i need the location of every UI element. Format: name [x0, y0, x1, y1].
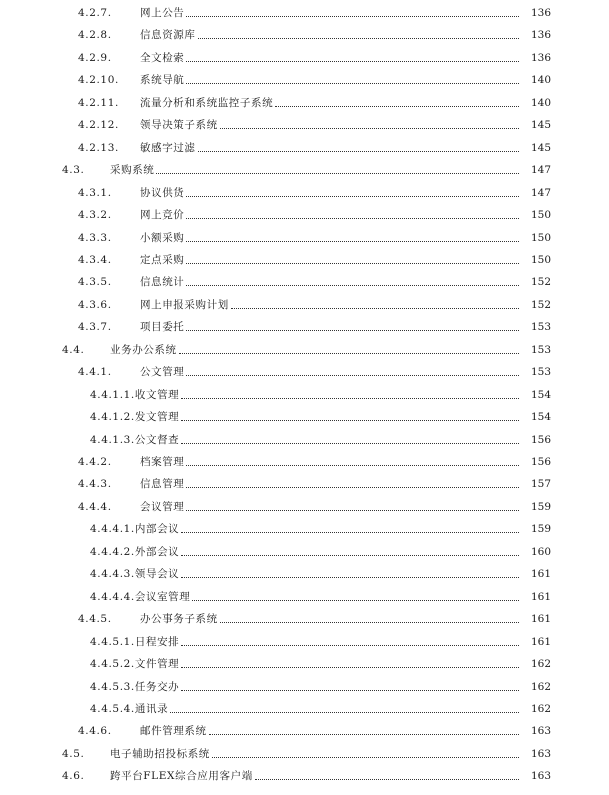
toc-entry-page: 154	[530, 411, 551, 424]
toc-entry-page: 152	[530, 298, 551, 311]
toc-entry-title: 网上申报采购计划	[140, 298, 229, 311]
toc-entry[interactable]	[0, 563, 609, 581]
toc-entry[interactable]	[0, 159, 609, 177]
toc-entry-title: 领导决策子系统	[140, 119, 218, 132]
toc-entry-title: 电子辅助招投标系统	[110, 747, 210, 760]
dot-leader	[181, 419, 519, 421]
toc-entry-number: 4.3.6.	[78, 298, 112, 311]
toc-entry-page: 140	[530, 96, 551, 109]
toc-entry-page: 140	[530, 74, 551, 87]
toc-entry-page: 136	[530, 7, 551, 19]
dot-leader	[181, 554, 519, 556]
toc-entry-title: 档案管理	[140, 456, 185, 468]
toc-entry-number: 4.2.7.	[78, 7, 112, 19]
toc-entry[interactable]	[0, 653, 609, 671]
toc-entry-number: 4.4.1.1.	[90, 388, 135, 401]
toc-entry[interactable]	[0, 541, 609, 559]
toc-entry-page: 145	[530, 141, 551, 154]
dot-leader	[181, 666, 519, 668]
toc-entry-number: 4.4.5.3.	[90, 680, 135, 693]
toc-entry-number: 4.3.7.	[78, 321, 112, 334]
toc-entry-number: 4.4.1.	[78, 366, 112, 379]
dot-leader	[192, 599, 519, 601]
toc-entry-number: 4.5.	[62, 747, 85, 760]
toc-entry-page: 159	[530, 523, 551, 536]
toc-entry-page: 161	[530, 568, 551, 581]
dot-leader	[181, 397, 519, 399]
toc-entry-title: 发文管理	[134, 411, 180, 424]
dot-leader	[186, 195, 519, 197]
toc-entry-page: 156	[530, 433, 551, 446]
toc-entry-number: 4.2.8.	[78, 29, 112, 42]
toc-entry-number: 4.4.4.3.	[90, 568, 135, 581]
toc-entry-title: 公文督查	[134, 433, 180, 446]
toc-entry-number: 4.4.4.1.	[90, 523, 135, 536]
toc-entry-page: 162	[530, 702, 551, 715]
dot-leader	[220, 621, 519, 623]
toc-entry[interactable]	[0, 586, 609, 604]
toc-entry[interactable]	[0, 114, 609, 132]
toc-entry[interactable]	[0, 69, 609, 87]
toc-entry[interactable]	[0, 92, 609, 110]
dot-leader	[181, 442, 519, 444]
toc-entry-page: 150	[530, 231, 551, 244]
toc-entry-number: 4.3.3.	[78, 231, 112, 244]
toc-entry-title: 信息统计	[140, 276, 185, 289]
toc-entry[interactable]	[0, 743, 609, 761]
dot-leader	[186, 486, 519, 488]
toc-entry-title: 邮件管理系统	[140, 725, 207, 738]
toc-entry[interactable]	[0, 676, 609, 694]
toc-entry-title: 敏感字过滤	[140, 141, 196, 154]
toc-entry[interactable]	[0, 429, 609, 447]
toc-entry-page: 161	[530, 590, 551, 603]
toc-entry-page: 150	[530, 209, 551, 222]
dot-leader	[186, 262, 519, 264]
toc-entry-number: 4.3.2.	[78, 209, 112, 222]
toc-entry[interactable]	[0, 496, 609, 514]
toc-entry-page: 153	[530, 366, 551, 379]
toc-entry[interactable]	[0, 294, 609, 312]
toc-entry-number: 4.4.5.4.	[90, 702, 135, 715]
toc-entry-number: 4.3.4.	[78, 253, 112, 266]
dot-leader	[220, 127, 519, 129]
toc-entry-page: 150	[530, 253, 551, 266]
toc-entry-number: 4.6.	[62, 770, 85, 783]
toc-entry-number: 4.4.3.	[78, 478, 112, 491]
toc-entry-page: 136	[530, 51, 551, 64]
dot-leader	[198, 150, 520, 152]
toc-entry[interactable]	[0, 271, 609, 289]
toc-entry-title: 网上公告	[140, 7, 185, 19]
toc-entry-page: 147	[530, 186, 551, 199]
toc-entry[interactable]	[0, 339, 609, 357]
toc-entry-title: 任务交办	[134, 680, 180, 693]
toc-entry-title: 协议供货	[140, 186, 185, 199]
toc-entry-title: 信息资源库	[140, 29, 196, 42]
toc-entry-number: 4.4.6.	[78, 725, 112, 738]
toc-entry-title: 办公事务子系统	[140, 613, 218, 626]
toc-entry-title: 会议室管理	[134, 590, 191, 603]
dot-leader	[179, 352, 519, 354]
dot-leader	[186, 15, 519, 17]
toc-entry-number: 4.4.5.1.	[90, 635, 135, 648]
toc-entry-title: 领导会议	[134, 568, 180, 581]
toc-entry[interactable]	[0, 227, 609, 245]
toc-entry[interactable]	[0, 631, 609, 649]
toc-entry-page: 163	[530, 770, 551, 783]
toc-entry-page: 160	[530, 545, 551, 558]
dot-leader	[181, 689, 519, 691]
toc-entry[interactable]	[0, 406, 609, 424]
toc-entry[interactable]	[0, 47, 609, 65]
toc-entry-number: 4.4.1.3.	[90, 433, 135, 446]
toc-entry-number: 4.3.1.	[78, 186, 112, 199]
toc-entry-title: 网上竞价	[140, 209, 185, 222]
dot-leader	[186, 240, 519, 242]
toc-entry-number: 4.2.11.	[78, 96, 119, 109]
toc-entry-number: 4.3.5.	[78, 276, 112, 289]
toc-entry[interactable]	[0, 316, 609, 334]
dot-leader	[198, 37, 520, 39]
toc-entry-number: 4.2.10.	[78, 74, 119, 87]
toc-entry[interactable]	[0, 182, 609, 200]
toc-entry[interactable]	[0, 249, 609, 267]
toc-entry[interactable]	[0, 24, 609, 42]
toc-entry-page: 152	[530, 276, 551, 289]
toc-entry-title: 采购系统	[110, 164, 155, 177]
toc-entry-title: 内部会议	[134, 523, 180, 536]
dot-leader	[181, 576, 519, 578]
toc-entry-page: 145	[530, 119, 551, 132]
dot-leader	[231, 307, 519, 309]
toc-entry-title: 全文检索	[140, 51, 185, 64]
toc-entry[interactable]	[0, 204, 609, 222]
dot-leader	[255, 778, 519, 780]
toc-entry[interactable]	[0, 720, 609, 738]
dot-leader	[186, 509, 519, 511]
toc-entry[interactable]	[0, 384, 609, 402]
toc-entry-title: 跨平台FLEX综合应用客户端	[110, 770, 253, 783]
toc-entry-number: 4.4.5.2.	[90, 658, 135, 671]
toc-entry-number: 4.3.	[62, 164, 85, 177]
dot-leader	[186, 374, 519, 376]
toc-entry-title: 业务办公系统	[110, 343, 177, 356]
toc-entry-title: 系统导航	[140, 74, 185, 87]
dot-leader	[186, 464, 519, 466]
toc-entry-number: 4.4.	[62, 343, 85, 356]
toc-entry-title: 定点采购	[140, 253, 185, 266]
toc-entry-number: 4.2.9.	[78, 51, 112, 64]
toc-entry-number: 4.4.4.4.	[90, 590, 135, 603]
toc-entry-page: 163	[530, 725, 551, 738]
toc-entry-page: 162	[530, 680, 551, 693]
dot-leader	[186, 82, 519, 84]
toc-entry-title: 通讯录	[134, 702, 169, 715]
toc-entry-title: 流量分析和系统监控子系统	[140, 96, 274, 109]
toc-entry[interactable]	[0, 698, 609, 716]
dot-leader	[212, 756, 519, 758]
toc-entry-title: 小额采购	[140, 231, 185, 244]
toc-entry-title: 外部会议	[134, 545, 180, 558]
toc-entry-number: 4.2.13.	[78, 141, 119, 154]
dot-leader	[181, 644, 519, 646]
toc-entry-title: 信息管理	[140, 478, 185, 491]
toc-entry[interactable]	[0, 451, 609, 469]
dot-leader	[209, 733, 519, 735]
dot-leader	[186, 217, 519, 219]
toc-entry-page: 159	[530, 500, 551, 513]
toc-entry-page: 161	[530, 613, 551, 626]
toc-entry[interactable]	[0, 518, 609, 536]
toc-entry-title: 会议管理	[140, 500, 185, 513]
toc-entry[interactable]	[0, 2, 609, 20]
toc-entry-title: 公文管理	[140, 366, 185, 379]
toc-entry-page: 163	[530, 747, 551, 760]
toc-entry-number: 4.2.12.	[78, 119, 119, 132]
toc-entry-page: 154	[530, 388, 551, 401]
dot-leader	[275, 105, 519, 107]
toc-entry[interactable]	[0, 765, 609, 783]
toc-entry-title: 文件管理	[134, 658, 180, 671]
toc-entry-page: 153	[530, 343, 551, 356]
toc-entry-page: 136	[530, 29, 551, 42]
toc-entry-number: 4.4.4.2.	[90, 545, 135, 558]
toc-entry-page: 157	[530, 478, 551, 491]
dot-leader	[156, 172, 519, 174]
toc-entry-page: 162	[530, 658, 551, 671]
toc-entry-page: 147	[530, 164, 551, 177]
toc-entry[interactable]	[0, 473, 609, 491]
dot-leader	[170, 711, 519, 713]
toc-entry[interactable]	[0, 608, 609, 626]
dot-leader	[186, 60, 519, 62]
dot-leader	[181, 531, 519, 533]
toc-entry-number: 4.4.1.2.	[90, 411, 135, 424]
toc-entry-number: 4.4.4.	[78, 500, 112, 513]
toc-entry-title: 日程安排	[134, 635, 180, 648]
toc-entry-number: 4.4.5.	[78, 613, 112, 626]
toc-entry-title: 项目委托	[140, 321, 185, 334]
toc-entry-page: 156	[530, 456, 551, 468]
toc-entry[interactable]	[0, 361, 609, 379]
toc-entry[interactable]	[0, 137, 609, 155]
toc-entry-page: 161	[530, 635, 551, 648]
dot-leader	[186, 329, 519, 331]
dot-leader	[186, 284, 519, 286]
toc-entry-title: 收文管理	[134, 388, 180, 401]
toc-entry-number: 4.4.2.	[78, 456, 112, 468]
toc-entry-page: 153	[530, 321, 551, 334]
